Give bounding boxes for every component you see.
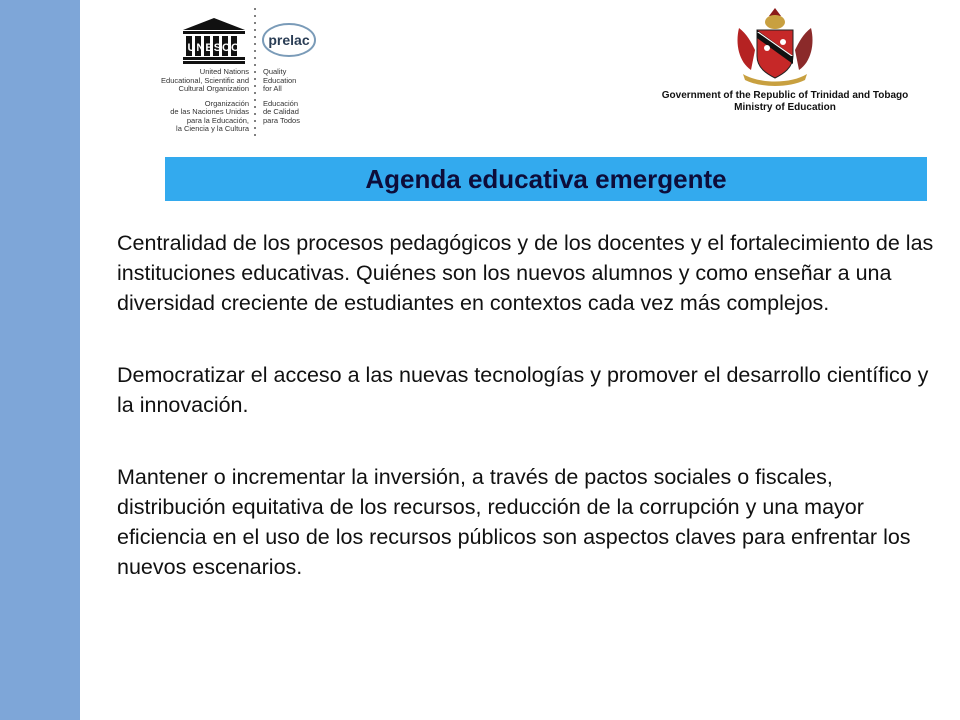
org-es-line: la Ciencia y la Cultura [176,124,249,133]
org-es-line: para la Educación, [186,115,249,125]
ministry-name: Ministry of Education [734,102,836,113]
quality-en-line: Education [263,75,297,85]
prelac-logo-icon [261,22,317,58]
quality-es-line: de Calidad [263,107,299,116]
body-paragraph: Democratizar el acceso a las nuevas tecnologías y promover el desarrollo científico y la innovación. [117,363,929,417]
logo-divider [253,8,257,140]
body-paragraph: Centralidad de los procesos pedagógicos y de los docentes y el fortalecimiento de las instituciones educativas. Quiénes son los nuevos alumnos y como enseñar a una diversidad creciente de estudiantes en contextos cada vez más complejos. [117,231,934,315]
government-name: Government of the Republic of Trinidad and Tobago [661,90,909,101]
unesco-wordmark: UNESCO [187,42,241,54]
org-en-line: Educational, Scientific and [161,75,249,85]
unesco-org-name [155,68,249,134]
org-en-line: Cultural Organization [178,84,249,93]
government-caption [620,90,950,114]
prelac-wordmark: prelac [268,32,310,48]
title-banner [165,157,927,201]
unesco-prelac-logo [155,8,325,138]
slide-title: Agenda educativa emergente [365,163,727,194]
quality-education-text [263,68,300,125]
quality-en-line: Quality [263,67,287,76]
quality-es-line: para Todos [263,115,300,125]
quality-es-line: Educación [263,98,299,108]
slide-body [117,228,937,624]
org-es-line: de las Naciones Unidas [170,107,249,116]
left-accent-bar [0,0,80,720]
body-paragraph: Mantener o incrementar la inversión, a través de pactos sociales o fiscales, distribución equitativa de los recursos, reducción de la corrupción y una mayor eficiencia en el uso de los recursos públicos son aspectos claves para enfrentar los nuevos escenarios. [117,465,911,579]
unesco-temple-icon [183,18,245,64]
org-es-line: Organización [204,98,249,108]
org-en-line: United Nations [199,67,249,76]
quality-en-line: for All [263,84,282,93]
coat-of-arms-icon [733,8,817,88]
